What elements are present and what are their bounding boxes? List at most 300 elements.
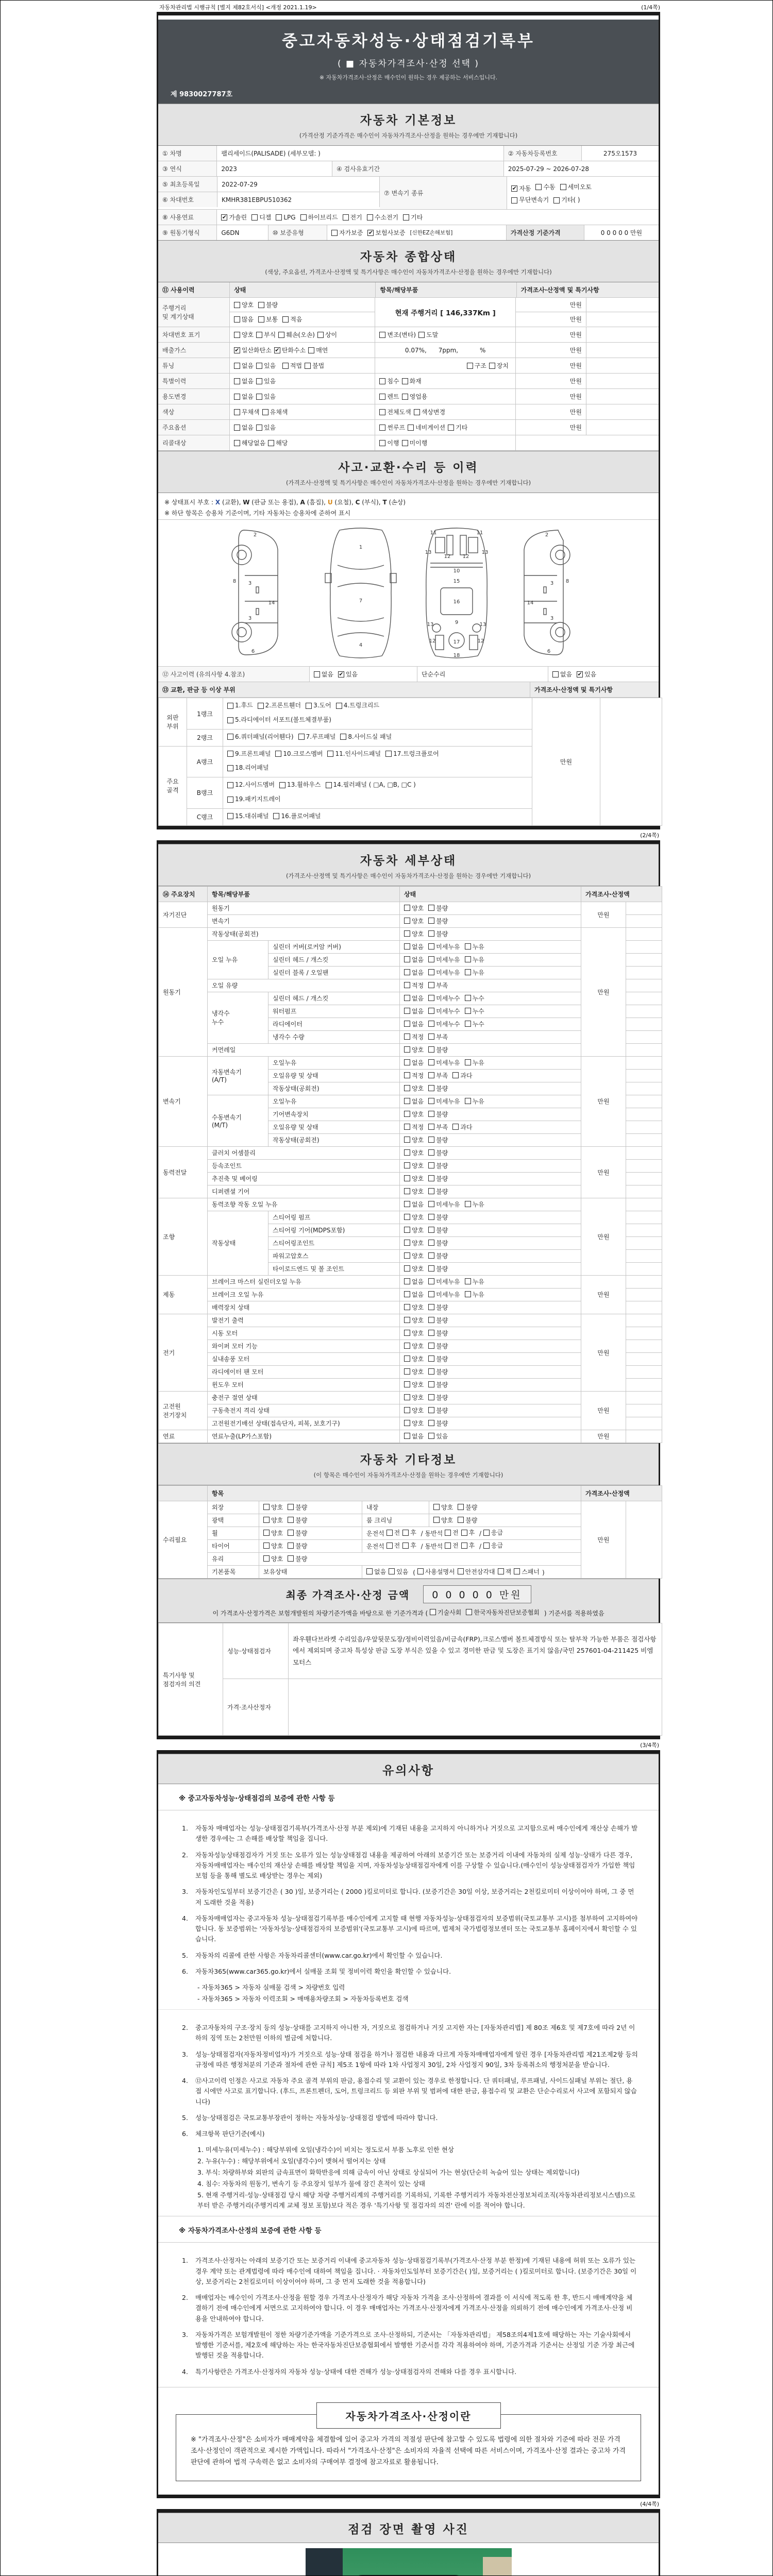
- checkbox-unchecked[interactable]: 부족: [428, 1071, 448, 1080]
- checkbox-unchecked[interactable]: 불량: [428, 1303, 448, 1312]
- status-options: [259, 1514, 362, 1527]
- checkbox-unchecked[interactable]: 전: [386, 1541, 400, 1550]
- col-head: [159, 1485, 208, 1501]
- price-note-cell: [626, 1404, 662, 1417]
- device-group: 전기: [159, 1314, 208, 1391]
- checkbox-unchecked[interactable]: 미이행: [402, 438, 428, 447]
- checkbox-unchecked[interactable]: 적음: [282, 315, 302, 324]
- checkbox-checked[interactable]: ✔ 자동: [512, 184, 531, 192]
- checkbox-unchecked[interactable]: 전: [445, 1528, 459, 1537]
- checkbox-unchecked[interactable]: 누유: [465, 1097, 484, 1106]
- checkbox-unchecked[interactable]: 양호: [404, 904, 424, 912]
- checkbox-unchecked[interactable]: 17.트렁크플로어: [385, 748, 439, 760]
- document-note: ※ 자동차가격조사·산정은 매수인이 원하는 경우 제공하는 서비스입니다.: [319, 74, 498, 81]
- price-note-cell: [626, 1236, 662, 1249]
- checkbox-unchecked[interactable]: 불량: [428, 1419, 448, 1428]
- checkbox-unchecked[interactable]: 적정: [404, 1123, 424, 1131]
- checkbox-unchecked[interactable]: 없음: [366, 1567, 386, 1576]
- checkbox-unchecked[interactable]: 불량: [428, 1329, 448, 1337]
- price-note-cell: [626, 1262, 662, 1275]
- checkbox-unchecked[interactable]: 장치: [489, 361, 509, 370]
- wheel-positions: 운전석 전 후 / 동반석 전 후 / 응급: [362, 1527, 581, 1539]
- checkbox-unchecked[interactable]: 누유: [465, 1200, 484, 1209]
- checkbox-unchecked[interactable]: 없음: [552, 670, 572, 679]
- notice-sub-item: 1. 미세누유(미세누수) : 해당부위에 오일(냉각수)이 비치는 정도로서 부품 노후로 인한 현상: [197, 2146, 455, 2154]
- checkbox-unchecked[interactable]: 적법: [282, 361, 302, 370]
- checkbox-unchecked[interactable]: 불량: [288, 1541, 307, 1550]
- checkbox-unchecked[interactable]: 양호: [404, 1367, 424, 1376]
- page-2: [157, 840, 660, 1740]
- checkbox-unchecked[interactable]: 양호: [404, 1342, 424, 1350]
- checkbox-unchecked[interactable]: 미세누수: [428, 1007, 460, 1015]
- checkbox-unchecked[interactable]: 양호: [404, 1239, 424, 1247]
- checkbox-unchecked[interactable]: 누수: [465, 1020, 484, 1028]
- checkbox-unchecked[interactable]: 변조(변타): [379, 330, 416, 339]
- checkbox-unchecked[interactable]: 양호: [404, 1329, 424, 1337]
- checkbox-unchecked[interactable]: 무단변속기: [511, 194, 549, 206]
- page-marker-4: (4/4쪽): [640, 2501, 659, 2508]
- checkbox-unchecked[interactable]: 양호: [263, 1516, 283, 1524]
- svg-text:17: 17: [453, 639, 460, 646]
- notice-section-1: ※ 중고자동차성능·상태점검의 보증에 관한 사항 등: [158, 1784, 659, 1810]
- cell: 주요옵션: [158, 420, 230, 435]
- price-note-cell: [626, 940, 662, 953]
- checkbox-unchecked[interactable]: 상이: [317, 330, 337, 339]
- checkbox-unchecked[interactable]: 썬루프: [379, 423, 405, 432]
- checkbox-unchecked[interactable]: 없음: [404, 1058, 424, 1067]
- checkbox-unchecked[interactable]: 불량: [458, 1503, 477, 1512]
- checkbox-checked[interactable]: ✔ 있음: [577, 671, 597, 679]
- checkbox-unchecked[interactable]: 14.필러패널 ( □A, □B, □C ): [326, 778, 416, 791]
- checkbox-unchecked[interactable]: 양호: [263, 1541, 283, 1550]
- cell: 차대번호 표기: [158, 327, 230, 342]
- checkbox-unchecked[interactable]: 6.쿼더패널(리어휀다): [227, 731, 294, 743]
- checkbox-unchecked[interactable]: 후: [461, 1528, 475, 1537]
- checkbox-unchecked[interactable]: 7.루프패널: [298, 731, 336, 743]
- checkbox-unchecked[interactable]: 미세누유: [428, 968, 460, 977]
- checkbox-unchecked[interactable]: 응급: [483, 1528, 503, 1537]
- price-note-cell: [626, 1005, 662, 1018]
- item-label: 휠: [208, 1527, 259, 1539]
- checkbox-unchecked[interactable]: 전체도색: [379, 408, 411, 416]
- checkbox-unchecked[interactable]: 화재: [402, 377, 422, 385]
- checkbox-unchecked[interactable]: 없음: [404, 1290, 424, 1299]
- checkbox-unchecked[interactable]: 양호: [404, 1174, 424, 1183]
- checkbox-unchecked[interactable]: 후: [402, 1528, 416, 1537]
- status-options: [400, 1056, 581, 1069]
- cell: ① 차명: [158, 146, 217, 161]
- checkbox-unchecked[interactable]: 전: [386, 1528, 400, 1537]
- cell: [375, 389, 516, 404]
- checkbox-unchecked[interactable]: 구조: [467, 361, 486, 370]
- price-note-cell: [626, 1133, 662, 1146]
- notice-sub-item: 4. 침수: 자동차의 원동기, 변속기 등 주요장치 일부가 물에 잠긴 흔적이 있는 상태: [197, 2180, 426, 2188]
- checkbox-unchecked[interactable]: 양호: [234, 300, 254, 309]
- checkbox-unchecked[interactable]: 있음: [389, 1567, 408, 1576]
- checkbox-unchecked[interactable]: 없음: [404, 1277, 424, 1286]
- checkbox-unchecked[interactable]: 불량: [428, 904, 448, 912]
- checkbox-unchecked[interactable]: 양호: [404, 1264, 424, 1273]
- checkbox-unchecked[interactable]: 불량: [428, 1406, 448, 1415]
- checkbox-unchecked[interactable]: 있음: [256, 377, 276, 385]
- price-note-cell: [626, 1069, 662, 1082]
- sub-item-label: 스티어링조인트: [268, 1236, 400, 1249]
- checkbox-unchecked[interactable]: 양호: [404, 1084, 424, 1093]
- checkbox-unchecked[interactable]: 불량: [428, 1264, 448, 1273]
- checkbox-unchecked[interactable]: 3.도어: [306, 699, 331, 712]
- checkbox-unchecked[interactable]: 적정: [404, 1071, 424, 1080]
- checkbox-unchecked[interactable]: 보통: [258, 315, 278, 324]
- svg-text:7: 7: [359, 598, 362, 604]
- checkbox-unchecked[interactable]: 네비게이션: [408, 423, 445, 432]
- price-cell: 만원: [581, 1056, 626, 1146]
- checkbox-unchecked[interactable]: 불량: [458, 1516, 477, 1524]
- cell: [507, 177, 659, 209]
- checkbox-unchecked[interactable]: 18.리어패널: [227, 761, 268, 774]
- item-label: 실내송풍 모터: [208, 1352, 400, 1365]
- notice-items-1: [158, 1810, 659, 2009]
- checkbox-unchecked[interactable]: 영업용: [402, 392, 428, 401]
- checkbox-unchecked[interactable]: 없음: [404, 955, 424, 964]
- price-note-cell: [626, 927, 662, 940]
- rank-items: [223, 777, 532, 809]
- checkbox-unchecked[interactable]: 자가보증: [331, 228, 363, 237]
- checkbox-unchecked[interactable]: 있음: [256, 361, 276, 370]
- checkbox-unchecked[interactable]: 훼손(오손): [278, 330, 315, 339]
- checkbox-unchecked[interactable]: 누유: [465, 1058, 484, 1067]
- svg-text:4: 4: [359, 642, 362, 649]
- checkbox-unchecked[interactable]: 잭: [498, 1567, 512, 1576]
- sub-item-label: 오일유량 및 상태: [268, 1121, 400, 1133]
- car-view-top: [322, 526, 399, 661]
- checkbox-unchecked[interactable]: 불법: [305, 361, 324, 370]
- document-header: [158, 20, 659, 104]
- cell: 현재 주행거리 [ 146,337Km ]: [375, 298, 516, 327]
- checkbox-unchecked[interactable]: 불량: [428, 1045, 448, 1054]
- checkbox-unchecked[interactable]: 부식: [256, 330, 276, 339]
- basic-info-title: 자동차 기본정보: [360, 114, 457, 127]
- checkbox-checked[interactable]: ✔ 탄화수소: [275, 347, 306, 354]
- checkbox-unchecked[interactable]: 후: [461, 1541, 475, 1550]
- sub-item-label: 작동상태(공회전): [268, 1082, 400, 1095]
- checkbox-unchecked[interactable]: 불량: [428, 1354, 448, 1363]
- checkbox-unchecked[interactable]: 불량: [428, 1213, 448, 1222]
- cell: 색상: [158, 404, 230, 419]
- status-options: [400, 1172, 581, 1185]
- checkbox-unchecked[interactable]: 누유: [465, 955, 484, 964]
- checkbox-unchecked[interactable]: 10.크로스멤버: [275, 748, 323, 760]
- checkbox-unchecked[interactable]: 누유: [465, 968, 484, 977]
- checkbox-unchecked[interactable]: 양호: [404, 1251, 424, 1260]
- svg-text:12: 12: [462, 554, 469, 560]
- price-note-cell: [626, 1185, 662, 1198]
- checkbox-unchecked[interactable]: 1.후드: [227, 699, 253, 712]
- checkbox-unchecked[interactable]: 수소전기: [367, 213, 398, 222]
- checkbox-unchecked[interactable]: 미세누유: [428, 1058, 460, 1067]
- checkbox-unchecked[interactable]: 미세누유: [428, 955, 460, 964]
- page-1: [157, 12, 660, 829]
- checkbox-checked[interactable]: ✔ 보험사보증: [368, 229, 406, 237]
- checkbox-unchecked[interactable]: 불량: [258, 300, 278, 309]
- rank-label: A랭크: [187, 746, 223, 777]
- checkbox-unchecked[interactable]: 2.프론트휀더: [258, 699, 301, 712]
- checkbox-unchecked[interactable]: 불량: [288, 1529, 307, 1537]
- checkbox-unchecked[interactable]: 누수: [465, 994, 484, 1003]
- price-note-cell: [626, 1327, 662, 1340]
- price-cell: 만원: [532, 698, 600, 825]
- sub-item-label: 타이로드엔드 및 볼 조인트: [268, 1262, 400, 1275]
- checkbox-unchecked[interactable]: 부족: [428, 1032, 448, 1041]
- checkbox-unchecked[interactable]: 사용설명서: [417, 1567, 455, 1576]
- checkbox-unchecked[interactable]: 불량: [428, 1393, 448, 1402]
- checkbox-unchecked[interactable]: 후: [402, 1541, 416, 1550]
- device-group: 변속기: [159, 1056, 208, 1146]
- price-cell: 만원: [581, 1198, 626, 1275]
- checkbox-unchecked[interactable]: 불량: [428, 1380, 448, 1389]
- checkbox-unchecked[interactable]: 기타: [403, 213, 423, 222]
- checkbox-unchecked[interactable]: 양호: [404, 929, 424, 938]
- checkbox-unchecked[interactable]: 전기: [343, 213, 362, 222]
- checkbox-unchecked[interactable]: 양호: [404, 1354, 424, 1363]
- checkbox-unchecked[interactable]: 없음: [314, 670, 333, 679]
- checkbox-unchecked[interactable]: 9.프론트패널: [227, 748, 271, 760]
- checkbox-unchecked[interactable]: 없음: [234, 423, 254, 432]
- checkbox-unchecked[interactable]: 미세누유: [428, 1097, 460, 1106]
- checkbox-unchecked[interactable]: 양호: [404, 1226, 424, 1234]
- checkbox-unchecked[interactable]: 양호: [263, 1554, 283, 1563]
- checkbox-unchecked[interactable]: 없음: [404, 1020, 424, 1028]
- checkbox-unchecked[interactable]: 안전삼각대: [458, 1567, 495, 1576]
- checkbox-unchecked[interactable]: 미세누수: [428, 994, 460, 1003]
- sub-item-label: 오일누유: [268, 1056, 400, 1069]
- checkbox-unchecked[interactable]: 없음: [234, 361, 254, 370]
- checkbox-unchecked[interactable]: 누수: [465, 1007, 484, 1015]
- checkbox-unchecked[interactable]: 누유: [465, 1277, 484, 1286]
- checkbox-unchecked[interactable]: 적정: [404, 1032, 424, 1041]
- cell: 2022-07-29: [217, 177, 380, 192]
- checkbox-unchecked[interactable]: 양호: [404, 1393, 424, 1402]
- checkbox-unchecked[interactable]: 양호: [404, 1161, 424, 1170]
- checkbox-unchecked[interactable]: 양호: [404, 917, 424, 925]
- status-options: [400, 1365, 581, 1378]
- checkbox-unchecked[interactable]: 불량: [428, 1316, 448, 1325]
- checkbox-unchecked[interactable]: 불량: [428, 1110, 448, 1118]
- checkbox-unchecked[interactable]: 수동: [535, 181, 555, 193]
- checkbox-unchecked[interactable]: 양호: [404, 1045, 424, 1054]
- checkbox-unchecked[interactable]: 양호: [404, 1316, 424, 1325]
- checkbox-unchecked[interactable]: 기술사회: [430, 1608, 461, 1617]
- checkbox-unchecked[interactable]: 도말: [418, 330, 438, 339]
- cell: ⑪ 사용이력: [158, 282, 230, 297]
- price-note-cell: [626, 1211, 662, 1224]
- cell: ⑬ 교환, 판금 등 이상 부위: [158, 682, 530, 697]
- checkbox-unchecked[interactable]: 양호: [263, 1503, 283, 1512]
- final-price-note: 이 가격조사·산정가격은 보험개발원의 차량기준가액을 바탕으로 한 기준가격과 ( 기술사회 한국자동차진단보증협회 ) 기준서를 적용하였음: [212, 1608, 604, 1617]
- checkbox-unchecked[interactable]: 많음: [234, 315, 254, 324]
- cell: [230, 358, 376, 373]
- checkbox-unchecked[interactable]: 불량: [428, 1187, 448, 1196]
- checkbox-unchecked[interactable]: 양호: [404, 1380, 424, 1389]
- checkbox-unchecked[interactable]: 양호: [404, 1136, 424, 1144]
- checkbox-unchecked[interactable]: LPG: [276, 214, 295, 221]
- checkbox-unchecked[interactable]: 미세누유: [428, 942, 460, 951]
- checkbox-unchecked[interactable]: 없음: [404, 942, 424, 951]
- checkbox-unchecked[interactable]: 없음: [404, 1007, 424, 1015]
- checkbox-unchecked[interactable]: 불량: [428, 1367, 448, 1376]
- status-options: [400, 992, 581, 1005]
- checkbox-unchecked[interactable]: 해당없음: [234, 438, 265, 447]
- price-note-cell: [626, 1043, 662, 1056]
- checkbox-unchecked[interactable]: 15.대쉬패널: [227, 810, 268, 823]
- checkbox-checked[interactable]: ✔ 있음: [339, 671, 358, 679]
- checkbox-unchecked[interactable]: 렌트: [379, 392, 399, 401]
- checkbox-unchecked[interactable]: 없음: [404, 1432, 424, 1440]
- checkbox-unchecked[interactable]: 한국자동차진단보증협회: [466, 1608, 540, 1617]
- notice-item: 5. 성능·상태점검은 국토교통부장관이 정하는 자동차성능·상태점검 방법에 따라야 합니다.: [182, 2113, 438, 2122]
- checkbox-unchecked[interactable]: 누유: [465, 1290, 484, 1299]
- checkbox-unchecked[interactable]: 하이브리드: [300, 213, 338, 222]
- checkbox-unchecked[interactable]: 기타( ): [553, 194, 580, 206]
- cell: [230, 435, 376, 450]
- price-note-cell: [626, 1352, 662, 1365]
- svg-text:14: 14: [268, 600, 275, 606]
- checkbox-checked[interactable]: ✔ 일산화탄소: [234, 347, 272, 354]
- checkbox-unchecked[interactable]: 스패너: [514, 1567, 540, 1576]
- checkbox-unchecked[interactable]: 무채색: [234, 408, 260, 416]
- cell: 단순수리: [417, 667, 548, 682]
- checkbox-unchecked[interactable]: 없음: [234, 392, 254, 401]
- status-options: [400, 1352, 581, 1365]
- price-cell: 만원: [581, 902, 626, 927]
- rank-label: C랭크: [187, 808, 223, 825]
- checkbox-unchecked[interactable]: 없음: [404, 1200, 424, 1209]
- checkbox-unchecked[interactable]: 미세누유: [428, 1290, 460, 1299]
- checkbox-unchecked[interactable]: 과다: [452, 1123, 472, 1131]
- cell: [217, 210, 659, 225]
- checkbox-unchecked[interactable]: 불량: [288, 1516, 307, 1524]
- checkbox-unchecked[interactable]: 해당: [268, 438, 288, 447]
- checkbox-unchecked[interactable]: 불량: [428, 1226, 448, 1234]
- checkbox-unchecked[interactable]: 불량: [428, 1239, 448, 1247]
- checkbox-unchecked[interactable]: 세미오토: [560, 181, 592, 193]
- checkbox-unchecked[interactable]: 불량: [428, 1161, 448, 1170]
- checkbox-unchecked[interactable]: 양호: [433, 1516, 453, 1524]
- checkbox-unchecked[interactable]: 양호: [263, 1529, 283, 1537]
- checkbox-unchecked[interactable]: 없음: [404, 1097, 424, 1106]
- checkbox-unchecked[interactable]: 불량: [428, 917, 448, 925]
- checkbox-unchecked[interactable]: 불량: [288, 1554, 307, 1563]
- checkbox-unchecked[interactable]: 누유: [465, 942, 484, 951]
- price-note-cell: [626, 1288, 662, 1301]
- checkbox-checked[interactable]: ✔ 가솔린: [222, 214, 247, 222]
- checkbox-unchecked[interactable]: 기타: [448, 423, 467, 432]
- checkbox-unchecked[interactable]: 양호: [404, 1213, 424, 1222]
- checkbox-unchecked[interactable]: 불량: [428, 1342, 448, 1350]
- checkbox-unchecked[interactable]: 양호: [433, 1503, 453, 1512]
- cell: 상태: [230, 282, 376, 297]
- panel-group: 외판 부위: [159, 698, 187, 746]
- checkbox-unchecked[interactable]: 있음: [256, 423, 276, 432]
- checkbox-unchecked[interactable]: 13.휠하우스: [279, 778, 321, 791]
- checkbox-unchecked[interactable]: 불량: [288, 1503, 307, 1512]
- checkbox-unchecked[interactable]: 없음: [234, 377, 254, 385]
- cell: 가격조사·산정액 및 특기사항: [534, 686, 613, 694]
- checkbox-unchecked[interactable]: 양호: [404, 1419, 424, 1428]
- checkbox-unchecked[interactable]: 8.사이드실 패널: [340, 731, 392, 743]
- checkbox-unchecked[interactable]: 미세누유: [428, 1277, 460, 1286]
- checkbox-unchecked[interactable]: 19.패키지트레이: [227, 793, 281, 806]
- checkbox-unchecked[interactable]: 없음: [404, 968, 424, 977]
- checkbox-unchecked[interactable]: 미세누수: [428, 1020, 460, 1028]
- notice-item: 6. 체크항목 판단기준(예시): [182, 2130, 265, 2138]
- checkbox-unchecked[interactable]: 양호: [404, 1148, 424, 1157]
- checkbox-unchecked[interactable]: 부족: [428, 1123, 448, 1131]
- item-label: 충전구 절연 상태: [208, 1391, 400, 1404]
- checkbox-unchecked[interactable]: 침수: [379, 377, 399, 385]
- inspector-remarks: 좌우휀다브라켓 수리있음/우앞뒷문도장/정비이력있음/비금속(FRP),크로스멤버 볼트체결방식 또는 탈부착 가능한 부품은 점검사항에서 제외되며 중고차 특성상 판금 도장 부식은 있을 수 있고 경미한 판금 및 도장은 표기치 않음/국민 257601-04-211425 비엠모터스: [289, 1623, 662, 1679]
- checkbox-unchecked[interactable]: 미세누유: [428, 1200, 460, 1209]
- checkbox-unchecked[interactable]: 응급: [483, 1541, 503, 1550]
- checkbox-unchecked[interactable]: 양호: [404, 1187, 424, 1196]
- checkbox-unchecked[interactable]: 있음: [428, 1432, 448, 1440]
- notice-item: 2. 중고자동차의 구조·장치 등의 성능·상태를 고지하지 아니한 자, 거짓으로 점검하거나 거짓 고지한 자는 [자동차관리법] 제 80조 제6호 및 제7호에 따라 2년 이하의 징역 또는 2천만원 이하의 벌금에 처합니다.: [182, 2024, 635, 2042]
- svg-text:10: 10: [453, 568, 460, 574]
- price-definition-box: [176, 2410, 641, 2481]
- checkbox-unchecked[interactable]: 양호: [234, 330, 254, 339]
- checkbox-unchecked[interactable]: 불량: [428, 1148, 448, 1157]
- checkbox-unchecked[interactable]: 있음: [256, 392, 276, 401]
- checkbox-unchecked[interactable]: 4.트렁크리드: [336, 699, 379, 712]
- checkbox-unchecked[interactable]: 과다: [452, 1071, 472, 1080]
- checkbox-unchecked[interactable]: 불량: [428, 1136, 448, 1144]
- checkbox-unchecked[interactable]: 양호: [404, 1303, 424, 1312]
- checkbox-unchecked[interactable]: 없음: [404, 994, 424, 1003]
- sub-item-label: 오일누유: [268, 1095, 400, 1108]
- checkbox-unchecked[interactable]: 불량: [428, 1174, 448, 1183]
- checkbox-unchecked[interactable]: 5.라디에이터 서포트(볼트체결부품): [227, 714, 331, 726]
- status-options: [259, 1527, 362, 1539]
- checkbox-unchecked[interactable]: 불량: [428, 1251, 448, 1260]
- checkbox-unchecked[interactable]: 이행: [379, 438, 399, 447]
- checkbox-unchecked[interactable]: 부족: [428, 981, 448, 990]
- cell: [230, 343, 376, 358]
- checkbox-unchecked[interactable]: 색상변경: [414, 408, 445, 416]
- price-cell: 만원: [581, 1275, 626, 1314]
- checkbox-unchecked[interactable]: 불량: [428, 1084, 448, 1093]
- checkbox-unchecked[interactable]: 적정: [404, 981, 424, 990]
- sub-item-label: 작동상태(공회전): [268, 1133, 400, 1146]
- checkbox-unchecked[interactable]: 양호: [404, 1110, 424, 1118]
- checkbox-unchecked[interactable]: 16.플로어패널: [273, 810, 321, 823]
- col-head: 가격조사·산정액: [581, 1485, 662, 1501]
- checkbox-unchecked[interactable]: 11.인사이드패널: [327, 748, 381, 760]
- rank-label: 1랭크: [187, 698, 223, 730]
- checkbox-unchecked[interactable]: 12.사이드멤버: [227, 778, 275, 791]
- checkbox-unchecked[interactable]: 유채색: [262, 408, 288, 416]
- checkbox-unchecked[interactable]: 매연: [308, 346, 328, 354]
- item-label: 타이어: [208, 1539, 259, 1552]
- status-options: [400, 927, 581, 940]
- checkbox-unchecked[interactable]: 양호: [404, 1406, 424, 1415]
- status-options: [400, 1288, 581, 1301]
- col-head: 가격조사·산정액: [581, 886, 662, 902]
- cell: [375, 358, 516, 373]
- status-options: [400, 1005, 581, 1018]
- item-label: 유리: [208, 1552, 259, 1565]
- checkbox-unchecked[interactable]: 디젤: [251, 213, 271, 222]
- checkbox-unchecked[interactable]: 불량: [428, 929, 448, 938]
- checkbox-unchecked[interactable]: 전: [445, 1541, 459, 1550]
